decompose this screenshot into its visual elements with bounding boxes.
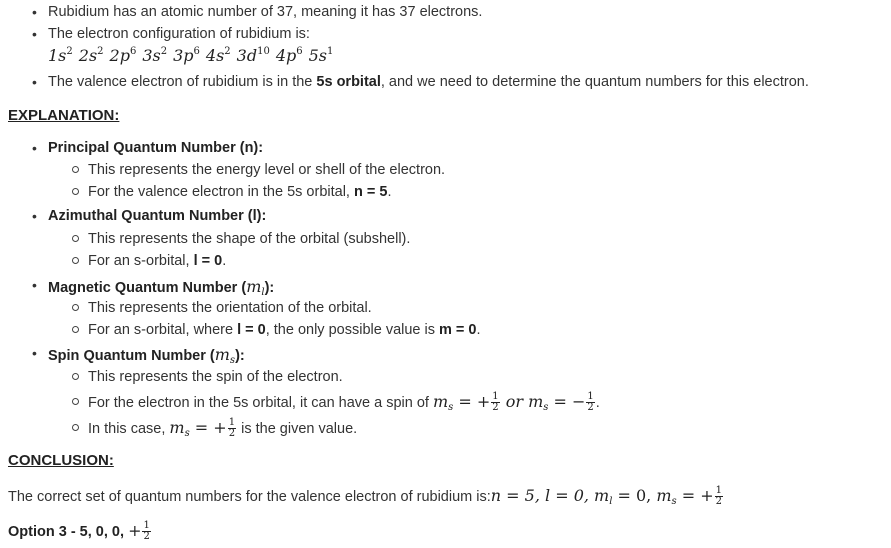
title: Azimuthal Quantum Number (l): bbox=[48, 208, 267, 224]
value: l = 0 bbox=[237, 322, 266, 338]
orbital: 2s bbox=[78, 46, 98, 65]
value: n = 5 bbox=[353, 184, 388, 200]
text: or bbox=[500, 392, 529, 411]
sub-bullet bbox=[72, 188, 79, 195]
config-term bbox=[110, 46, 137, 65]
bullet: • bbox=[32, 4, 37, 20]
sub-bullet bbox=[72, 398, 79, 405]
text: . bbox=[595, 395, 600, 411]
orbital: 3s bbox=[142, 46, 161, 65]
fraction bbox=[586, 392, 594, 413]
intro-item-1: Rubidium has an atomic number of 37, meaning it has 37 electrons. bbox=[48, 4, 483, 20]
denominator: 2 bbox=[492, 402, 499, 413]
principal-sub-2 bbox=[88, 184, 391, 200]
math bbox=[491, 486, 724, 505]
text: . bbox=[476, 322, 481, 338]
math bbox=[433, 392, 596, 411]
bullet: • bbox=[32, 345, 37, 361]
var: m bbox=[169, 418, 185, 437]
subscript: s bbox=[448, 402, 454, 413]
subscript: s bbox=[671, 496, 677, 507]
text: . bbox=[387, 184, 392, 200]
intro-item-2: The electron configuration of rubidium is: bbox=[48, 26, 310, 42]
var: m bbox=[594, 486, 610, 505]
l-value: l = 0, bbox=[545, 486, 595, 505]
orbital: 4s bbox=[205, 46, 225, 65]
electron-count: 10 bbox=[257, 46, 270, 57]
sub-bullet bbox=[72, 166, 79, 173]
config-term bbox=[276, 46, 303, 65]
electron-count: 2 bbox=[97, 46, 104, 57]
magnetic-sub-1: This represents the orientation of the orbital. bbox=[88, 300, 372, 316]
explanation-heading: EXPLANATION: bbox=[8, 107, 120, 124]
bullet: • bbox=[32, 277, 37, 293]
math bbox=[169, 418, 237, 437]
subscript: s bbox=[543, 402, 549, 413]
principal-title bbox=[48, 140, 263, 156]
denominator: 2 bbox=[143, 531, 150, 542]
math bbox=[128, 521, 152, 540]
var: m bbox=[246, 277, 262, 296]
config-term bbox=[206, 46, 231, 65]
electron-configuration bbox=[48, 46, 333, 65]
numerator: 1 bbox=[143, 520, 150, 531]
text: In this case, bbox=[88, 421, 170, 437]
orbital: 2p bbox=[109, 46, 130, 65]
text: For the valence electron in the 5s orbital, bbox=[88, 184, 354, 200]
bullet: • bbox=[32, 140, 37, 156]
azimuthal-sub-2 bbox=[88, 253, 226, 269]
numerator: 1 bbox=[492, 391, 499, 402]
sub-bullet bbox=[72, 326, 79, 333]
answer-option bbox=[8, 521, 152, 542]
electron-count: 6 bbox=[193, 46, 200, 57]
var: m bbox=[656, 486, 672, 505]
orbital: 5s bbox=[308, 46, 327, 65]
operator: = 0, bbox=[612, 486, 657, 505]
text: , the only possible value is bbox=[265, 322, 440, 338]
spin-sub-2 bbox=[88, 392, 600, 413]
text: . bbox=[222, 253, 227, 269]
n-value: n = 5, bbox=[490, 486, 545, 505]
title: Spin Quantum Number ( bbox=[48, 348, 215, 364]
config-term bbox=[79, 46, 104, 65]
fraction bbox=[142, 521, 150, 542]
bullet: • bbox=[32, 208, 37, 224]
text: For an s-orbital, where bbox=[88, 322, 238, 338]
electron-count: 6 bbox=[129, 46, 137, 57]
text: For an s-orbital, bbox=[88, 253, 194, 269]
config-term bbox=[48, 46, 73, 65]
orbital: 3d bbox=[236, 46, 258, 65]
numerator: 1 bbox=[715, 485, 723, 496]
denominator: 2 bbox=[587, 402, 594, 413]
text: , and we need to determine the quantum numbers for this electron. bbox=[380, 74, 809, 90]
fraction bbox=[228, 418, 236, 439]
electron-count: 2 bbox=[66, 46, 73, 57]
azimuthal-sub-1: This represents the shape of the orbital (subshell). bbox=[88, 231, 411, 247]
azimuthal-title bbox=[48, 208, 266, 224]
magnetic-sub-2 bbox=[88, 322, 481, 338]
sub-bullet bbox=[72, 373, 79, 380]
orbital: 1s bbox=[48, 46, 67, 65]
title: Magnetic Quantum Number ( bbox=[48, 280, 247, 296]
bullet: • bbox=[32, 26, 37, 42]
value: l = 0 bbox=[193, 253, 223, 269]
electron-count: 6 bbox=[296, 46, 303, 57]
orbital: 4p bbox=[275, 46, 297, 65]
numerator: 1 bbox=[587, 391, 594, 402]
conclusion-heading: CONCLUSION: bbox=[8, 452, 114, 469]
principal-sub-1: This represents the energy level or shell of the electron. bbox=[88, 162, 446, 178]
config-term bbox=[237, 46, 270, 65]
value: m = 0 bbox=[439, 322, 477, 338]
math bbox=[215, 345, 235, 364]
spin-sub-3 bbox=[88, 418, 357, 439]
subscript: l bbox=[261, 287, 265, 298]
operator: = + bbox=[189, 418, 227, 437]
math bbox=[246, 277, 264, 296]
text: is the given value. bbox=[237, 421, 358, 437]
bullet: • bbox=[32, 74, 37, 90]
sub-bullet bbox=[72, 257, 79, 264]
intro-item-3 bbox=[48, 74, 809, 90]
sub-bullet bbox=[72, 235, 79, 242]
spin-title bbox=[48, 345, 245, 364]
var: m bbox=[528, 392, 544, 411]
subscript: l bbox=[609, 496, 613, 507]
config-term bbox=[309, 46, 334, 65]
title: ): bbox=[235, 348, 245, 364]
text: The valence electron of rubidium is in the bbox=[48, 74, 317, 90]
subscript: s bbox=[184, 428, 190, 439]
sub-bullet bbox=[72, 304, 79, 311]
fraction bbox=[491, 392, 499, 413]
spin-sub-1: This represents the spin of the electron. bbox=[88, 369, 343, 385]
sub-bullet bbox=[72, 424, 79, 431]
operator: = + bbox=[453, 392, 491, 411]
operator: = − bbox=[548, 392, 586, 411]
magnetic-title bbox=[48, 277, 274, 296]
title: Principal Quantum Number (n): bbox=[48, 140, 264, 156]
text: For the electron in the 5s orbital, it can have a spin of bbox=[88, 395, 433, 411]
conclusion-text bbox=[8, 486, 724, 507]
electron-count: 2 bbox=[224, 46, 231, 57]
operator: = + bbox=[676, 486, 714, 505]
title: ): bbox=[264, 280, 275, 296]
fraction bbox=[715, 486, 723, 507]
denominator: 2 bbox=[715, 496, 723, 507]
electron-count: 2 bbox=[160, 46, 168, 57]
config-term bbox=[173, 46, 200, 65]
electron-count: 1 bbox=[327, 46, 334, 57]
subscript: s bbox=[229, 355, 236, 366]
numerator: 1 bbox=[228, 417, 236, 428]
config-term bbox=[142, 46, 167, 65]
operator: + bbox=[128, 521, 142, 540]
var: m bbox=[214, 345, 230, 364]
text: The correct set of quantum numbers for the valence electron of rubidium is: bbox=[8, 489, 491, 505]
option-label: Option 3 - 5, 0, 0, bbox=[8, 524, 129, 540]
denominator: 2 bbox=[228, 428, 236, 439]
orbital-highlight: 5s orbital bbox=[316, 74, 381, 90]
var: m bbox=[432, 392, 449, 411]
orbital: 3p bbox=[173, 46, 194, 65]
